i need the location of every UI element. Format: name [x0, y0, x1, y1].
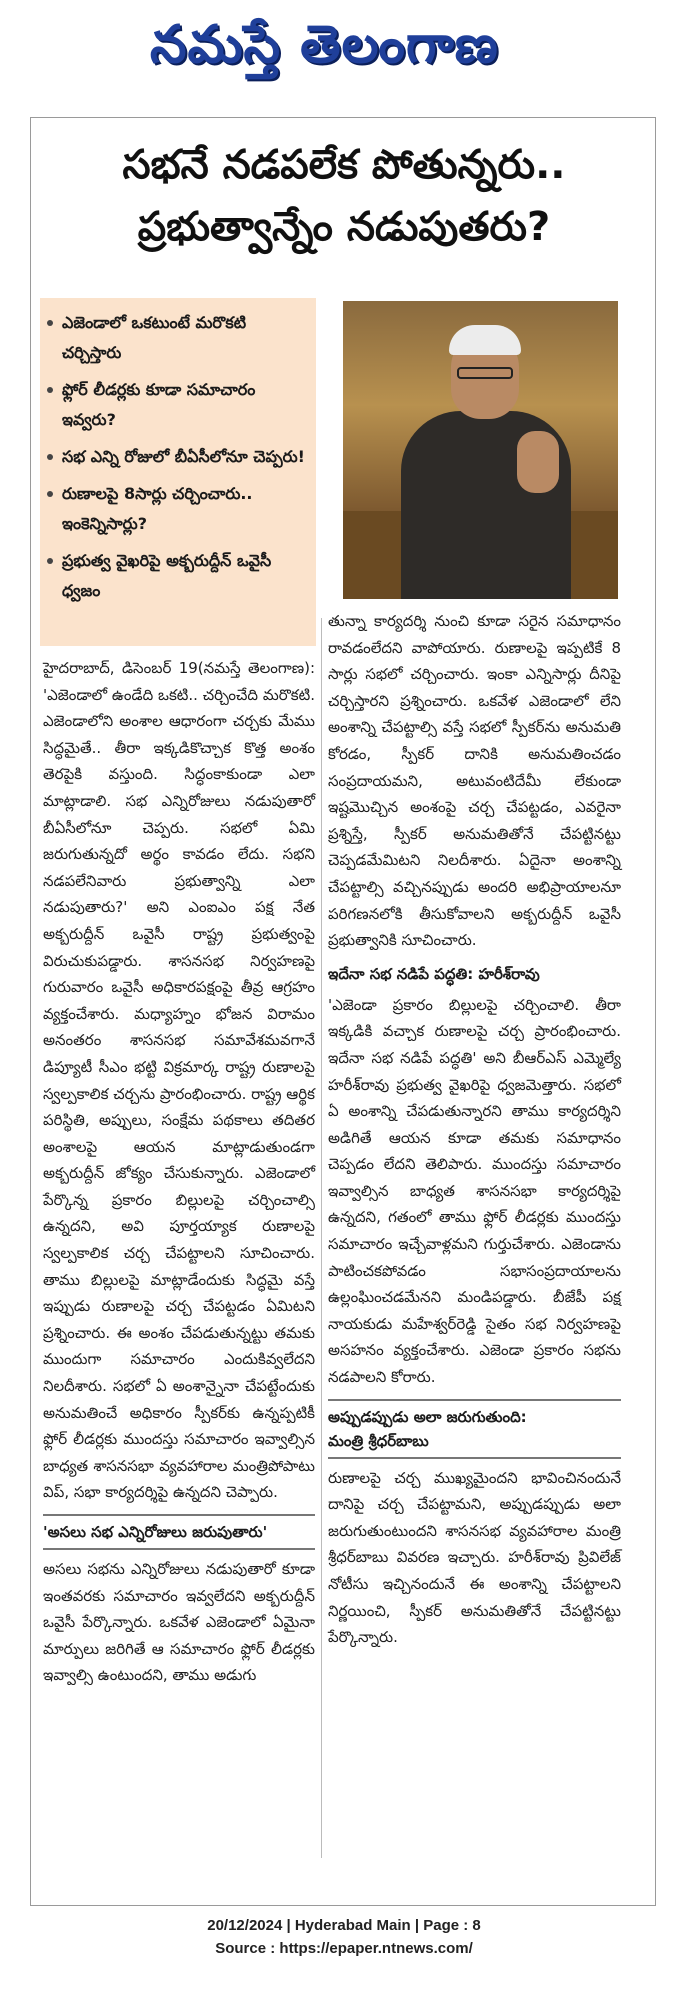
- footer-date-edition: 20/12/2024 | Hyderabad Main | Page : 8: [207, 1917, 481, 1934]
- highlight-item: రుణాలపై 8సార్లు చర్చించారు.. ఇంకెన్నిసార్లు?: [62, 479, 308, 539]
- footer-source-link[interactable]: Source : https://epaper.ntnews.com/: [215, 1940, 473, 1957]
- article-column-right: [328, 608, 621, 1651]
- column-divider: [321, 618, 322, 1858]
- article-subheading: అప్పుడప్పుడు అలా జరుగుతుంది:: [328, 1407, 527, 1426]
- article-subheading-block: [328, 1399, 621, 1459]
- highlight-item: ఎజెండాలో ఒకటుంటే మరొకటి చర్చిస్తారు: [62, 308, 308, 368]
- highlight-item: సభ ఎన్ని రోజులో బీఏసీలోనూ చెప్పరు!: [62, 442, 308, 472]
- highlights-box: [40, 298, 316, 646]
- masthead: [0, 0, 688, 100]
- headline-line-1: సభనే నడపలేక పోతున్నరు..: [122, 142, 566, 188]
- article-paragraph: తున్నా కార్యదర్శి నుంచి కూడా సరైన సమాధానం రావడంలేదని వాపోయారు. రుణాలపై ఇప్పటికే 8 సార్లు సభలో చర్చించారు. ఇంకా ఎన్నిసార్లు దీనిపై చర్చిస్తారని ప్రశ్నించారు. ఒకవేళ ఎజెండాలో లేని అంశాన్ని చేపట్టాల్సి వస్తే సభలో స్పీకర్‌ను అనుమతి కోరడం, స్పీకర్ దానికి అనుమతించడం సంప్రదాయమని, అటువంటిదేమీ లేకుండా ఇష్టమొచ్చిన అంశంపై చర్చ చేపట్టడం, ఎవరైనా ప్రశ్నిస్తే, స్పీకర్ అనుమతితోనే చేపట్టినట్టు చెప్పడమేమిటని నిలదీశారు. ఏదైనా అంశాన్ని చేపట్టాల్సి వచ్చినప్పుడు అందరి అభిప్రాయాలనూ పరిగణనలోకి తీసుకోవాలని అక్బరుద్దీన్ ఒవైసీ ప్రభుత్వానికి సూచించారు.: [328, 612, 621, 950]
- article-column-left: [43, 655, 315, 1689]
- article-paragraph: అసలు సభను ఎన్నిరోజులు నడుపుతారో కూడా ఇంతవరకు సమాచారం ఇవ్వలేదని అక్బరుద్దీన్ ఒవైసీ పేర్కొన్నారు. ఒకవేళ ఎజెండాలో ఏమైనా మార్పులు జరిగితే ఆ సమాచారం ఫ్లోర్ లీడర్లకు ఇవ్వాల్సి ఉంటుందని, తాము అడుగు: [43, 1560, 315, 1685]
- news-photo: [343, 301, 618, 599]
- photo-person-cap: [449, 325, 521, 355]
- article-paragraph: రుణాలపై చర్చ ముఖ్యమైందని భావించినందునే దానిపై చర్చ చేపట్టామని, అప్పుడప్పుడు అలా జరుగుతుంటుందని శాసనసభ వ్యవహారాల మంత్రి శ్రీధర్‌బాబు వివరణ ఇచ్చారు. హరీశ్‌రావు ప్రివిలేజ్ నోటీసు ఇచ్చినందునే ఈ అంశాన్ని చేపట్టాలని నిర్ణయించి, స్పీకర్ అనుమతితోనే చేపట్టినట్టు పేర్కొన్నారు.: [328, 1468, 621, 1647]
- highlight-item: ఫ్లోర్ లీడర్లకు కూడా సమాచారం ఇవ్వరు?: [62, 375, 308, 435]
- article-paragraph: 'ఎజెండా ప్రకారం బిల్లులపై చర్చించాలి. తీరా ఇక్కడికి వచ్చాక రుణాలపై చర్చ ప్రారంభించారు. ఇదేనా సభ నడిపే పద్ధతి' అని బీఆర్‌ఎస్ ఎమ్మెల్యే హరీశ్‌రావు ప్రభుత్వ వైఖరిపై ధ్వజమెత్తారు. సభలో ఏ అంశాన్ని చేపడుతున్నారని తాము కార్యదర్శిని అడిగితే ఆయన కూడా తమకు సమాధానం చెప్పడం లేదని తెలిపారు. ముందస్తు సమాచారం ఇవ్వాల్సిన బాధ్యత శాసనసభా కార్యదర్శిపై ఉన్నదని, గతంలో తాము ఫ్లోర్ లీడర్లకు ముందస్తు సమాచారం ఇచ్చేవాళ్లమని గుర్తుచేశారు. ఎజెండాను పాటించకపోవడం సభాసంప్రదాయాలను ఉల్లంఘించడమేనని మండిపడ్డారు. బీజేపీ పక్ష నాయకుడు మహేశ్వర్‌రెడ్డి సైతం సభ నిర్వహణపై అసహనం వ్యక్తంచేశారు. ఎజెండా ప్రకారం సభను నడపాలని కోరారు.: [328, 995, 621, 1387]
- newspaper-logo: నమస్తే తెలంగాణ: [150, 14, 499, 75]
- headline-line-2: ప్రభుత్వాన్నేం నడుపుతరు?: [137, 204, 551, 250]
- article-frame: [30, 117, 656, 1906]
- article-subheading: ఇదేనా సభ నడిపే పద్ధతి: హరీశ్‌రావు: [328, 964, 540, 983]
- article-subheading: మంత్రి శ్రీధర్‌బాబు: [328, 1431, 429, 1450]
- photo-person-glasses: [457, 367, 513, 379]
- article-subheading: 'అసలు సభ ఎన్నిరోజులు జరుపుతారు': [43, 1514, 315, 1550]
- highlight-item: ప్రభుత్వ వైఖరిపై అక్బరుద్దీన్ ఒవైసీ ధ్వజం: [62, 546, 308, 606]
- article-paragraph: హైదరాబాద్, డిసెంబర్ 19(నమస్తే తెలంగాణ): 'ఎజెండాలో ఉండేది ఒకటి.. చర్చించేది మరొకటి. ఎజెండాలోని అంశాల ఆధారంగా చర్చకు మేము సిద్ధమైతే.. తీరా ఇక్కడికొచ్చాక కొత్త అంశం తెరపైకి వస్తుంది. సిద్ధంకాకుండా ఎలా మాట్లాడాలి. సభ ఎన్నిరోజులు నడుపుతారో బీఏసీలోనూ చెప్పరు. సభలో ఏమి జరుగుతున్నదో అర్థం కావడం లేదు. సభని నడపలేనివారు ప్రభుత్వాన్ని ఎలా నడుపుతారు?' అని ఎంఐఎం పక్ష నేత అక్బరుద్దీన్ ఒవైసీ రాష్ట్ర ప్రభుత్వంపై విరుచుకుపడ్డారు. శాసనసభ నిర్వహణపై గురువారం ఒవైసీ అధికారపక్షంపై తీవ్ర ఆగ్రహం వ్యక్తంచేశారు. మధ్యాహ్నం భోజన విరామం అనంతరం శాసనసభ సమావేశమవగానే డిప్యూటీ సీఎం భట్టి విక్రమార్క రాష్ట్ర రుణాలపై స్వల్పకాలిక చర్చను ప్రారంభించారు. రాష్ట్ర ఆర్థిక పరిస్థితి, అప్పులు, సంక్షేమ పథకాలు తదితర అంశాలపై ఆయన మాట్లాడుతుండగా అక్బరుద్దీన్ జోక్యం చేసుకున్నారు. ఎజెండాలో పేర్కొన్న ప్రకారం బిల్లులపై చర్చించాల్సి ఉన్నదని, అవి పూర్తయ్యాక రుణాలపై స్వల్పకాలిక చర్చ చేపట్టాలని సూచించారు. తాము బిల్లులపై మాట్లాడేందుకు సిద్ధమై వస్తే ఇప్పుడు రుణాలపై చర్చ చేపట్టడం ఏమిటని ప్రశ్నించారు. ఈ అంశం చేపడుతున్నట్టు తమకు ముందుగా సమాచారం ఎందుకివ్వలేదని నిలదీశారు. సభలో ఏ అంశాన్నైనా చేపట్టేందుకు అనుమతించే అధికారం స్పీకర్‌కు ఉన్నప్పటికీ ఫ్లోర్ లీడర్లకు ముందస్తు సమాచారం ఇవ్వాల్సిన బాధ్యత శాసనసభా వ్యవహారాల మంత్రిపోపాటు విప్, సభా కార్యదర్శిపై ఉన్నదని చెప్పారు.: [43, 659, 315, 1502]
- photo-person-hand: [517, 431, 559, 493]
